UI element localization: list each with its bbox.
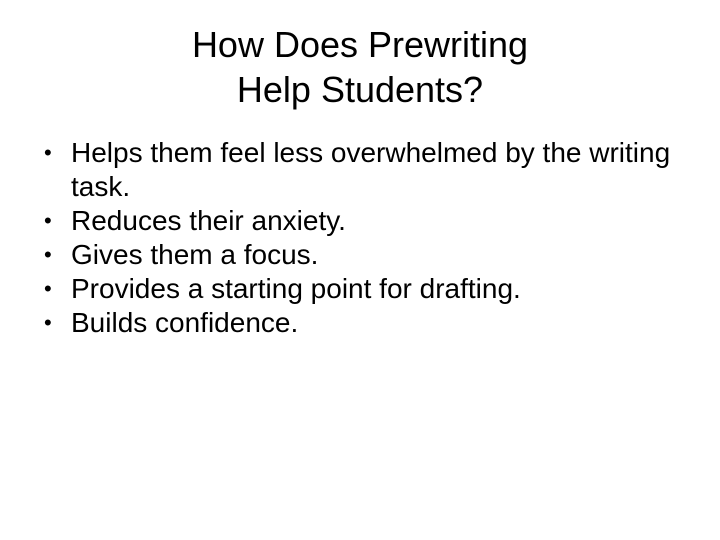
- slide-title: [0, 22, 720, 112]
- bullet-text: Gives them a focus.: [71, 239, 319, 270]
- bullet-dot-icon: •: [44, 242, 52, 267]
- bullet-item: [44, 204, 694, 238]
- bullet-text: Provides a starting point for drafting.: [71, 273, 521, 304]
- bullet-item: [44, 238, 694, 272]
- bullet-dot-icon: •: [44, 310, 52, 335]
- bullet-list: [44, 136, 694, 340]
- title-line-2: Help Students?: [236, 69, 484, 110]
- bullet-text: Helps them feel less overwhelmed by the writing task.: [71, 137, 671, 202]
- bullet-dot-icon: •: [44, 140, 52, 165]
- bullet-item: [44, 306, 694, 340]
- bullet-item: [44, 272, 694, 306]
- title-line-1: How Does Prewriting: [191, 24, 529, 65]
- bullet-text: Reduces their anxiety.: [71, 205, 346, 236]
- bullet-item: [44, 136, 694, 204]
- bullet-dot-icon: •: [44, 276, 52, 301]
- bullet-dot-icon: •: [44, 208, 52, 233]
- bullet-text: Builds confidence.: [71, 307, 299, 338]
